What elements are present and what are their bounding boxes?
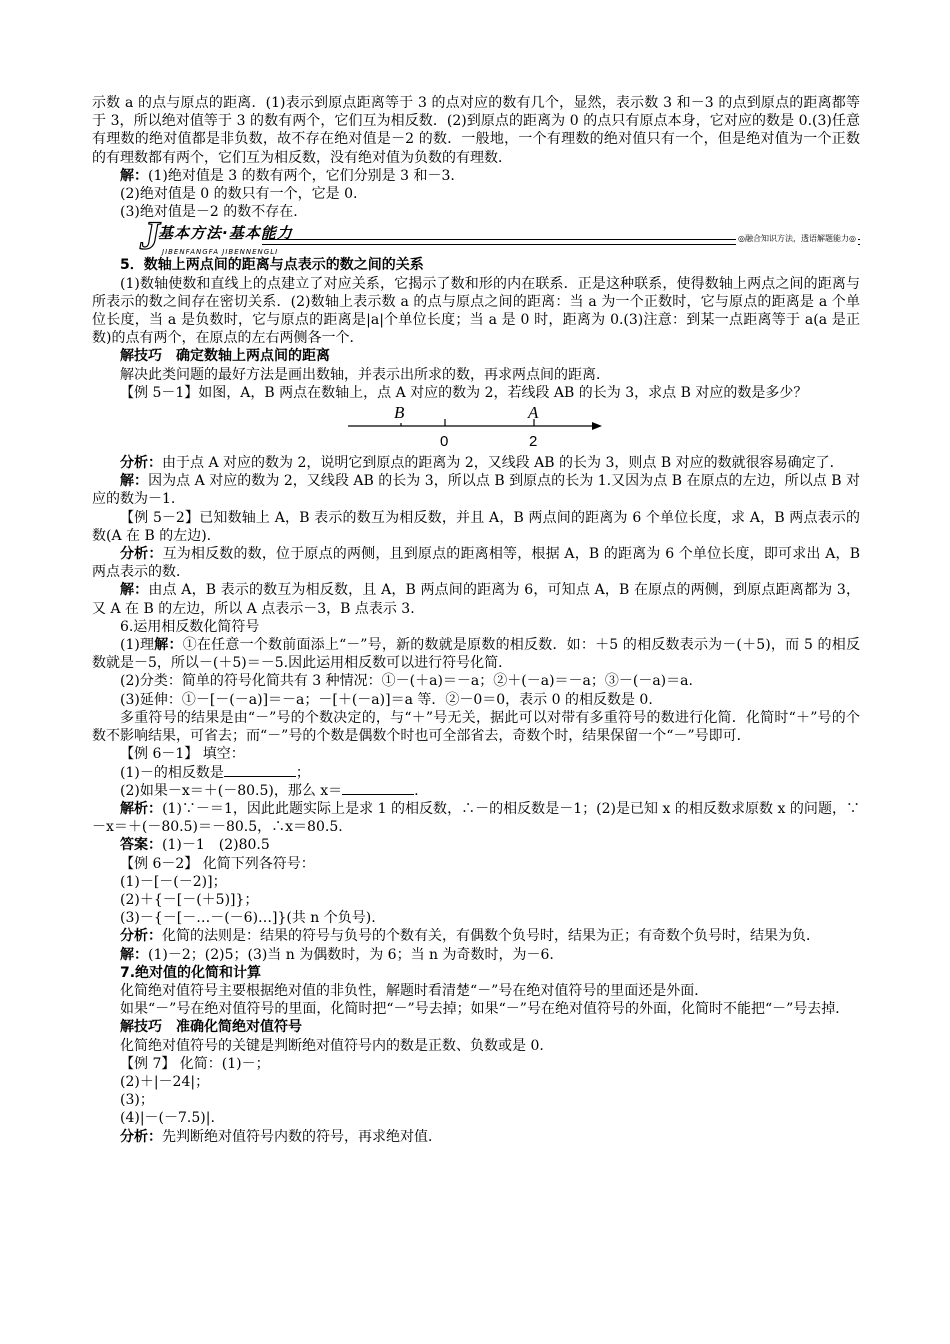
example-7: 【例 7】 化简：(1)－； — [120, 1055, 270, 1072]
text: 由点 A，B 表示的数互为相反数，且 A，B 两点间的距离为 6，可知点 A，B 在原点的两侧，到原点距离都为 3，又 A 在 B 的左边，所以 A 点表示－3，B 点表示 3. — [92, 582, 861, 617]
section-6-paragraph-2: (2)分类：简单的符号化简共有 3 种情况：①－(＋a)＝－a；②＋(－a)＝－a；③－(－a)＝a. — [120, 673, 693, 690]
section-banner — [92, 213, 860, 259]
label-jie: 解： — [120, 946, 148, 963]
section-7-tip-title: 解技巧 准确化简绝对值符号 — [120, 1019, 302, 1036]
text: (1)∵－＝1，因此此题实际上是求 1 的相反数，∴－的相反数是－1；(2)是已知 x 的相反数求原数 x 的问题，∵－x＝＋(－80.5)＝－80.5，∴x＝80.5. — [92, 800, 861, 836]
text: (1)－的相反数是 — [120, 764, 224, 781]
text: ； — [295, 764, 310, 781]
label-jie: 解： — [120, 582, 149, 599]
section-7-paragraph-2: 如果“－”号在绝对值符号的里面，化简时把“－”号去掉；如果“－”号在绝对值符号的外面，化简时不能把“－”号去掉． — [120, 1001, 850, 1018]
label-fenxi: 分析： — [120, 455, 162, 472]
example-6-1-explanation — [92, 800, 860, 836]
banner-title-tail: 基本能力 — [228, 224, 293, 243]
section-6-paragraph-3: (3)延伸：①－[－(－a)]＝－a；－[＋(－a)]＝a 等．②－0＝0，表示 0 的相反数是 0. — [120, 691, 653, 708]
example-7-q4: (4)|－(－7.5)|. — [120, 1110, 215, 1127]
section-7-paragraph-1: 化简绝对值符号主要根据绝对值的非负性，解题时看清楚“－”号在绝对值符号的里面还是外面． — [120, 982, 709, 999]
answer-line-1 — [92, 167, 860, 185]
example-6-1: 【例 6－1】 填空： — [120, 746, 245, 763]
example-7-analysis — [92, 1128, 860, 1146]
example-5-2: 【例 5－2】已知数轴上 A，B 表示的数互为相反数，并且 A，B 两点间的距离为 6 个单位长度，求 A，B 两点表示的数(A 在 B 的左边). — [92, 509, 860, 544]
text: . — [414, 782, 419, 799]
example-5-2-analysis — [92, 545, 860, 581]
label-jie: 解： — [120, 473, 149, 490]
example-6-1-q1 — [92, 764, 860, 782]
label-fenxi: 分析： — [120, 1128, 162, 1145]
document — [92, 94, 860, 1146]
example-6-1-answer — [92, 836, 860, 854]
text: 示数 a 的点与原点的距离．(1)表示到原点距离等于 3 的点对应的数有几个，显然，表示数 3 和－3 的点到原点的距离都等于 3，所以绝对值等于 3 的数有两个，它们互为相反数．(2)到原点的距离为 0 的点只有原点本身，它对应的数是 0.(3)任意有理数的绝对值都是非负数，故不存在绝对值是－2 的数．一般地，一个有理数的绝对值只有一个，但是绝对值为一个正数的有理数都有两个，它们互为相反数，没有绝对值为负数的有理数． — [92, 95, 860, 166]
example-6-2: 【例 6－2】 化简下列各符号： — [120, 855, 315, 872]
example-5-2-solution — [92, 581, 860, 617]
banner-pinyin: JIBENFANGFA JIBENNENGLI — [162, 248, 279, 257]
fill-blank — [224, 764, 296, 777]
tick-label-0: 0 — [440, 433, 449, 451]
example-6-2-q3: (3)－{－[－…－(－6)…]}(共 n 个负号). — [120, 910, 376, 927]
example-6-2-analysis — [92, 927, 860, 945]
fill-blank — [342, 782, 414, 795]
text: (1)理 — [120, 637, 155, 654]
example-6-1-q2 — [92, 782, 860, 800]
text: 先判断绝对值符号内数的符号，再求绝对值． — [162, 1128, 442, 1145]
example-5-1-solution — [92, 472, 860, 508]
label-fenxi: 分析： — [120, 928, 162, 945]
section-7-tip-text: 化简绝对值符号的关键是判断绝对值符号内的数是正数、负数或是 0. — [120, 1037, 544, 1054]
text: (2)绝对值是 0 的数只有一个，它是 0. — [120, 186, 358, 203]
section-6-paragraph-1 — [92, 636, 860, 672]
text: ①在任意一个数前面添上“－”号，新的数就是原数的相反数．如：＋5 的相反数表示为－(＋5)，而 5 的相反数就是－5，所以－(＋5)＝－5.因此运用相反数可以进行符号化简． — [92, 637, 860, 672]
answer-line-2 — [92, 185, 860, 203]
label-jie: 解： — [120, 167, 148, 184]
text: 由于点 A 对应的数为 2，说明它到原点的距离为 2，又线段 AB 的长为 3，则点 B 对应的数就很容易确定了． — [162, 455, 844, 472]
section-7-title: 7.绝对值的化简和计算 — [120, 964, 262, 981]
answer-line-3 — [92, 203, 860, 221]
section-6-title: 6.运用相反数化简符号 — [120, 618, 260, 635]
example-7-q3: (3)； — [120, 1092, 154, 1109]
tick-label-2: 2 — [529, 433, 538, 451]
text: (3)绝对值是－2 的数不存在. — [120, 204, 298, 221]
text: (1)－1 (2)80.5 — [162, 837, 270, 854]
text: 因为点 A 对应的数为 2，又线段 AB 的长为 3，所以点 B 到原点的长为 1.又因为点 B 在原点的左边，所以点 B 对应的数为－1. — [92, 473, 860, 508]
banner-logo-j: J — [140, 213, 160, 259]
text: (2)如果－x＝＋(－80.5)，那么 x＝ — [120, 782, 343, 799]
label-answer: 答案： — [120, 837, 162, 854]
section-6-paragraph-4: 多重符号的结果是由“－”号的个数决定的，与“＋”号无关，据此可以对带有多重符号的数进行化简．化简时“＋”号的个数不影响结果，可省去；而“－”号的个数是偶数个时也可全部省去，奇数个时，结果保留一个“－”号即可． — [92, 709, 860, 745]
section-5-title: 5．数轴上两点间的距离与点表示的数之间的关系 — [120, 257, 424, 274]
banner-note: ◎融合知识方法，透语解题能力◎ — [736, 230, 858, 248]
example-6-2-q1: (1)－[－(－2)]； — [120, 873, 227, 890]
banner-separator-icon: · — [222, 224, 229, 243]
example-7-q2: (2)＋|－24|； — [120, 1073, 210, 1090]
label-jie: 解： — [154, 637, 183, 654]
example-6-2-q2: (2)＋{－[－(＋5)]}； — [120, 891, 259, 908]
section-5-tip-text: 解决此类问题的最好方法是画出数轴，并表示出所求的数，再求两点间的距离． — [120, 366, 610, 383]
example-5-1: 【例 5－1】如图，A，B 两点在数轴上，点 A 对应的数为 2，若线段 AB 的长为 3，求点 B 对应的数是多少？ — [120, 384, 808, 401]
text: 化简的法则是：结果的符号与负号的个数有关，有偶数个负号时，结果为正；有奇数个负号时，结果为负． — [162, 928, 820, 945]
number-line-figure — [92, 402, 860, 454]
example-6-2-solution — [92, 946, 860, 964]
paragraph-intro — [92, 94, 860, 167]
text: (1)－2；(2)5；(3)当 n 为偶数时，为 6；当 n 为奇数时，为－6. — [148, 946, 554, 963]
arrow-right-icon — [592, 422, 602, 430]
section-5-tip-title: 解技巧 确定数轴上两点间的距离 — [120, 348, 330, 365]
label-jiexi: 解析： — [120, 800, 163, 817]
example-5-1-analysis — [92, 454, 860, 472]
text: 互为相反数的数，位于原点的两侧，且到原点的距离相等，根据 A，B 的距离为 6 个单位长度，即可求出 A，B 两点表示的数． — [92, 546, 861, 581]
section-5-paragraph: (1)数轴使数和直线上的点建立了对应关系，它揭示了数和形的内在联系．正是这种联系，使得数轴上两点之间的距离与所表示的数之间存在密切关系．(2)数轴上表示数 a 的点与原点之间的距离：当 a 为一个正数时，它与原点的距离是 a 个单位长度，当 a 是负数时，它与原点的距离是|a|个单位长度；当 a 是 0 时，距离为 0.(3)注意：到某一点距离等于 a(a 是正数)的点有两个，在原点的左右两侧各一个． — [92, 275, 860, 347]
point-A-label: A — [528, 403, 539, 423]
banner-title-main: 基本方法 — [158, 224, 223, 243]
point-B-label: B — [394, 403, 405, 423]
label-fenxi: 分析： — [120, 546, 163, 563]
number-line-svg — [92, 402, 860, 454]
text: (1)绝对值是 3 的数有两个，它们分别是 3 和－3. — [148, 167, 455, 184]
